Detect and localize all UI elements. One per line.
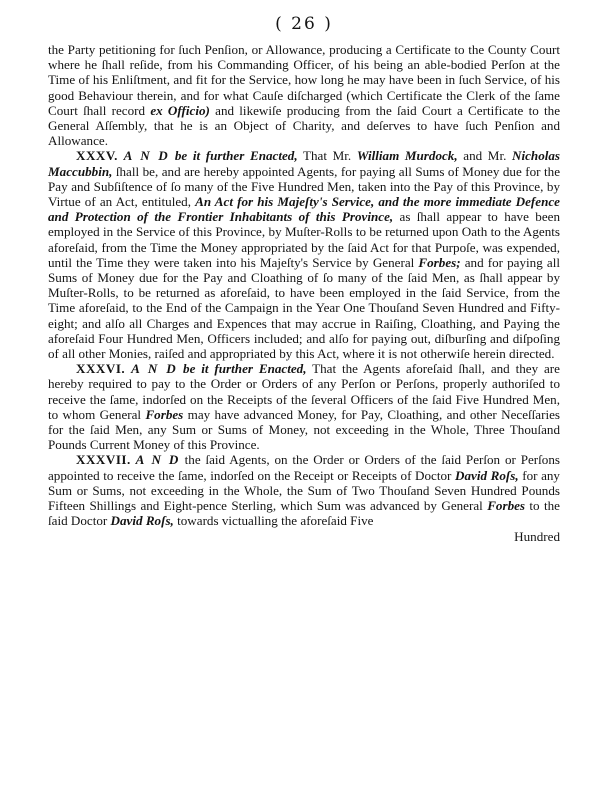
section-and: A N D [131,361,178,377]
section-text: to the ſaid Doctor [48,498,560,529]
section-text: and Mr. [457,148,512,164]
section-text: as ſhall appear to have been employed in the Service of this Province, by Muſter-Rolls to be returned upon Oath to the Agents aforeſaid, from the Time the Money appropriated by the ſaid Act for that Purpoſe, was expended, until the Time they were taken into his Majeſty's Service by General [48,209,560,270]
section-text: the ſaid Agents, on the Order or Orders of the ſaid Perſon or Perſons appointed to receive the ſame, indorſed on the Receipt or Receipts of Doctor [48,452,560,483]
section-text: may have advanced Money, for Pay, Cloathing, and other Neceſſaries for the ſaid Men, any Sum or Sums of Money, not exceeding in the Whole, Three Thouſand Pounds Current Money of this Province. [48,406,560,453]
person-name: David Roſs, [455,467,519,483]
section-xxxv [48,148,560,361]
section-text: for any Sum or Sums, not exceeding in the Whole, the Sum of Two Thouſand Seven Hundred Pounds Fifteen Shillings and Eight-pence Sterling, which Sum was advanced by General [48,467,560,514]
person-name: Nicholas Maccubbin, [48,148,561,179]
section-xxxvi [48,361,560,452]
section-text: That the Agents aforeſaid ſhall, and they are hereby required to pay to the Order or Orders of any Perſon or Perſons, properly authoriſed to receive the ſame, indorſed on the Receipts of the ſeveral Officers of the ſaid Five Hundred Men, to whom General [48,361,560,422]
paragraph-continuation [48,42,560,148]
person-name: Forbes; [418,254,461,270]
section-text: and for paying all Sums of Money due for the Pay and Cloathing of ſo many of the ſaid Men, as ſhall appear by Muſter-Rolls, to be returned as aforeſaid, to have been employed in the ſaid Service, from the Time aforeſaid, to the End of the Campaign in the Year One Thouſand Seven Hundred and Fifty-eight; and alſo all Charges and Expences that may accrue in Raiſing, Cloathing, and Paying the aforeſaid Four Hundred Men, Officers included; and alſo for paying out, diſburſing and diſpoſing of all other Monies, raiſed and appropriated by this Act, where it is not otherwiſe herein directed. [48,254,560,362]
person-name: Forbes [145,406,184,422]
section-xxxvii [48,452,560,528]
section-and: A N D [135,452,180,468]
body-text [48,42,560,544]
section-text: ſhall be, and are hereby appointed Agents, for paying all Sums of Money due for the Pay and Subſiſtence of ſo many of the Five Hundred Men, taken into the Pay of this Province, by Virtue of an Act, entituled, [48,163,560,210]
person-name: David Roſs, [110,513,174,529]
section-number: XXXVII. [76,452,131,468]
para1-italic: ex Officio) [150,102,210,118]
enacting-clause: be it further Enacted, [177,361,307,377]
act-title: An Act for his Majeſty's Service, and the more immediate Defence and Protection of the Frontier Inhabitants of this Province, [48,194,560,225]
para1-text: the Party petitioning for ſuch Penſion, or Allowance, producing a Certificate to the County Court where he ſhall reſide, from his Commanding Officer, of his being an able-bodied Perſon at the Time of his Enliſtment, and fit for the Service, how long he may have been in ſuch Service, of his good Behaviour therein, and for what Cauſe diſcharged (which Certificate the Clerk of the ſame Court ſhall record [48,42,560,118]
section-and: A N D [123,148,170,164]
person-name: Forbes [487,498,526,514]
section-number: XXXVI. [76,361,126,377]
section-text: That Mr. [297,148,357,164]
section-text: towards victualling the aforeſaid Five [173,513,374,529]
person-name: William Murdock, [356,148,458,164]
enacting-clause: be it further Enacted, [169,148,298,164]
catchword: Hundred [514,528,560,544]
para1-end: and likewiſe producing from the ſaid Court a Certificate to the General Aſſembly, that he is an Object of Charity, and deſerves to have ſuch Penſion and Allowance. [48,102,561,149]
section-number: XXXV. [76,148,118,164]
page-number: ( 26 ) [275,14,333,34]
